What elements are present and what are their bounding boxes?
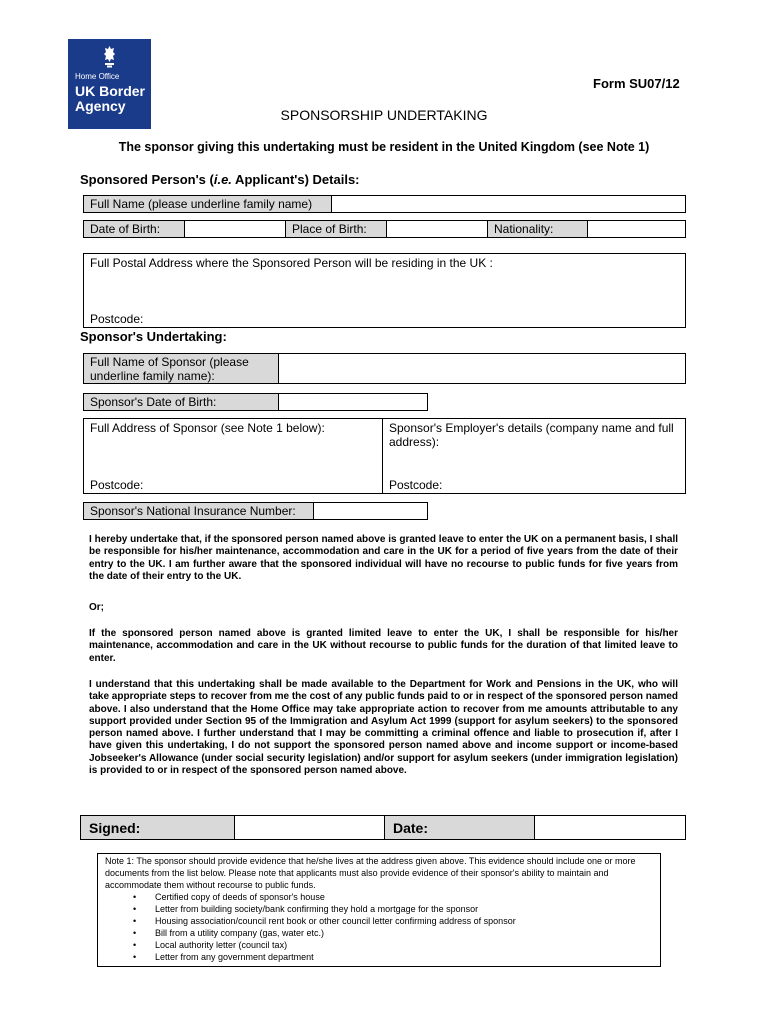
list-item-text: Certified copy of deeds of sponsor's house	[155, 892, 325, 902]
sponsor-dob-label: Sponsor's Date of Birth:	[84, 394, 279, 410]
list-item	[105, 927, 653, 939]
bullet-icon: •	[133, 952, 137, 963]
sponsor-name-label-line: underline family name):	[90, 369, 215, 383]
sponsor-name-row	[83, 353, 686, 384]
full-name-field[interactable]	[332, 196, 685, 212]
date-field[interactable]	[535, 816, 685, 839]
sponsor-name-label-line: Full Name of Sponsor (please	[90, 355, 249, 369]
list-item	[105, 915, 653, 927]
bullet-icon: •	[133, 892, 137, 902]
bullet-icon: •	[133, 928, 137, 939]
sponsor-dob-row	[83, 393, 428, 411]
list-item	[105, 939, 653, 951]
sponsored-postcode-label: Postcode:	[90, 312, 144, 326]
list-item-text: Housing association/council rent book or other council letter confirming address of sponsor	[155, 916, 516, 927]
full-name-label: Full Name (please underline family name)	[84, 196, 332, 212]
list-item-text: Letter from building society/bank confirming they hold a mortgage for the sponsor	[155, 904, 479, 915]
bullet-icon: •	[133, 904, 137, 915]
nationality-field[interactable]	[588, 221, 685, 237]
heading-text: Sponsored Person's (	[80, 172, 214, 187]
bullet-icon: •	[133, 940, 137, 951]
sponsor-employer-box[interactable]	[382, 418, 686, 494]
sponsor-name-field[interactable]	[279, 354, 685, 383]
bullet-icon: •	[133, 916, 137, 927]
sponsor-ni-field[interactable]	[314, 503, 427, 519]
sponsor-dob-field[interactable]	[279, 394, 427, 410]
sponsor-postcode-label: Postcode:	[90, 478, 144, 492]
undertaking-paragraph-2: If the sponsored person named above is granted limited leave to enter the UK, I shall be responsible for his/her maintenance, accommodation and care in the UK without recourse to public funds for the duration of that limited leave to enter.	[89, 628, 678, 664]
sponsor-address-label: Full Address of Sponsor (see Note 1 below):	[90, 421, 325, 435]
dob-field[interactable]	[185, 221, 286, 237]
royal-crest-icon	[102, 45, 117, 69]
sponsor-employer-label: Sponsor's Employer's details (company name and full address):	[389, 421, 674, 449]
sponsored-address-label: Full Postal Address where the Sponsored Person will be residing in the UK :	[90, 256, 493, 270]
list-item-text: Bill from a utility company (gas, water etc.)	[155, 928, 325, 939]
date-label: Date:	[385, 816, 535, 839]
document-subtitle: The sponsor giving this undertaking must be resident in the United Kingdom (see Note 1)	[118, 140, 650, 154]
heading-italic: i.e.	[213, 172, 232, 187]
form-number: Form SU07/12	[593, 76, 680, 91]
dob-label: Date of Birth:	[84, 221, 185, 237]
signed-label: Signed:	[81, 816, 235, 839]
full-name-row	[83, 195, 686, 213]
employer-postcode-label: Postcode:	[389, 478, 443, 492]
signature-field[interactable]	[235, 816, 385, 839]
sponsor-address-box[interactable]	[83, 418, 383, 494]
list-item-text: Local authority letter (council tax)	[155, 940, 288, 951]
note-1-text: Note 1: The sponsor should provide evidence that he/she lives at the address given above. This evidence should include one or more documents from the list below. Please note that applicants must also provide evidence of their sponsor's ability to maintain and accommodate them without recourse to public funds.	[105, 856, 636, 890]
heading-text: Applicant's) Details:	[231, 172, 360, 187]
sponsor-name-label	[84, 354, 279, 383]
list-item-text: Letter from any government department	[155, 952, 314, 963]
list-item	[105, 891, 653, 903]
pob-label: Place of Birth:	[286, 221, 387, 237]
sponsor-undertaking-heading: Sponsor's Undertaking:	[80, 329, 227, 344]
sponsor-ni-label: Sponsor's National Insurance Number:	[84, 503, 314, 519]
evidence-list	[105, 891, 653, 964]
note-1-box	[97, 853, 661, 967]
signature-row	[80, 815, 686, 840]
logo-line-2: UK Border	[75, 83, 146, 99]
undertaking-paragraph-3: I understand that this undertaking shall be made available to the Department for Work and Pensions in the UK, who will take appropriate steps to recover from me the cost of any public funds paid to or in respect of the sponsored person named above. I also understand that the Home Office may take appropriate action to recover from me amounts attributable to any support provided under Section 95 of the Immigration and Asylum Act 1999 (support for asylum seekers) to the sponsored person named above. I further understand that I may be committing a criminal offence and liable to prosecution if, after I have given this undertaking, I do not support the sponsored person named above and income support or income-based Jobseeker's Allowance (under social security legislation) and/or support for asylum seekers (under immigration legislation) is provided to or in respect of the sponsored person named above.	[89, 679, 678, 777]
list-item	[105, 951, 653, 963]
pob-field[interactable]	[387, 221, 488, 237]
logo-line-1: Home Office	[75, 72, 120, 81]
or-text: Or;	[89, 602, 104, 613]
undertaking-paragraph-1: I hereby undertake that, if the sponsored person named above is granted leave to enter the UK on a permanent basis, I shall be responsible for his/her maintenance, accommodation and care in the UK for a period of five years from the date of their entry to the UK. I am further aware that the sponsored individual will have no recourse to public funds for five years from the date of their entry to the UK.	[89, 534, 678, 582]
list-item	[105, 903, 653, 915]
document-title: SPONSORSHIP UNDERTAKING	[280, 107, 488, 123]
sponsored-person-heading	[80, 172, 360, 187]
birth-details-row	[83, 220, 686, 238]
sponsored-address-box[interactable]	[83, 253, 686, 328]
logo-line-3: Agency	[75, 98, 126, 114]
sponsor-ni-row	[83, 502, 428, 520]
nationality-label: Nationality:	[488, 221, 588, 237]
